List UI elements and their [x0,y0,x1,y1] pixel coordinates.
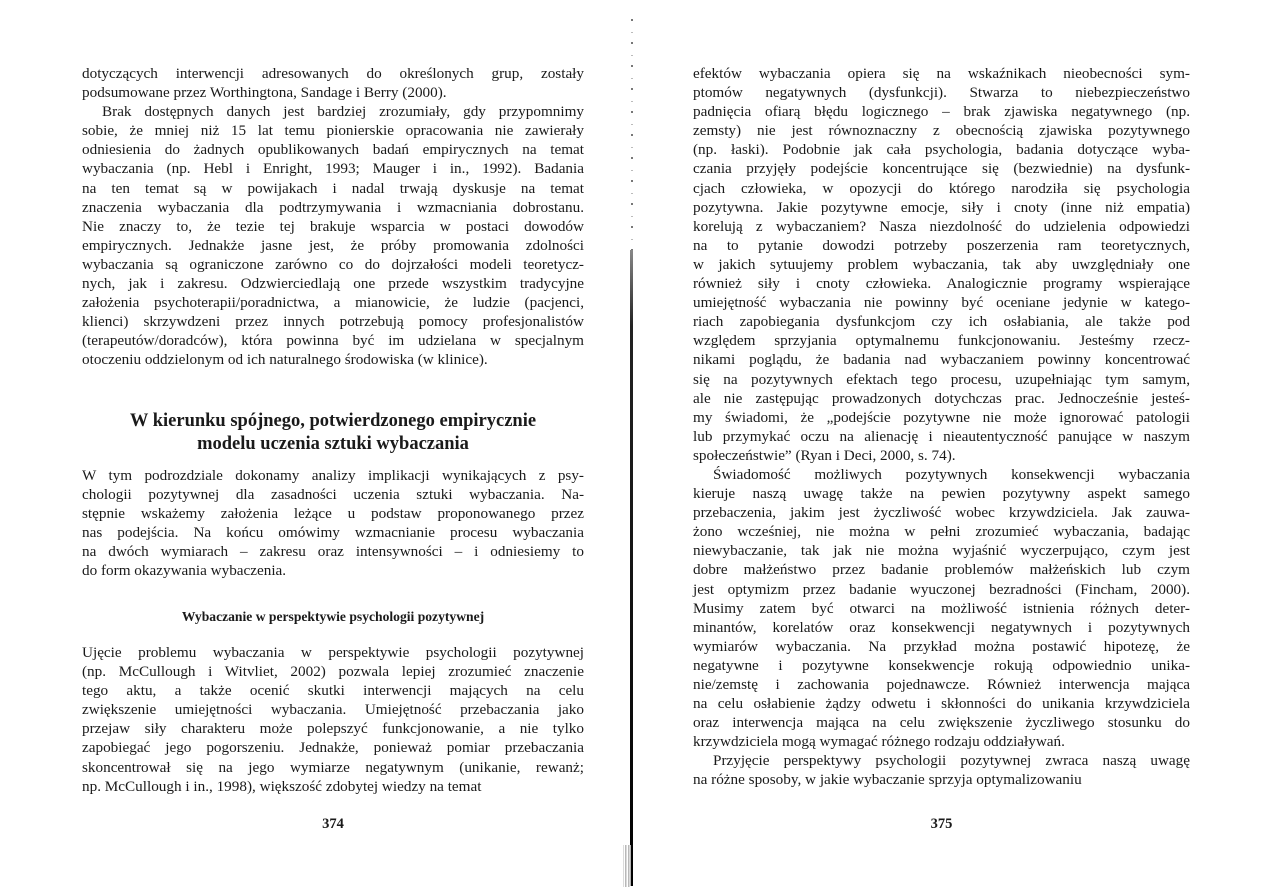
text-line: my świadomi, że „podejście pozytywne nie może ignorować patologii [693,408,1190,426]
text-line: podsumowane przez Worthingtona, Sandage i Berry (2000). [82,84,447,102]
text-line: wybaczania (np. Hebl i Enright, 1993; Mauger i in., 1992). Badania [82,160,584,178]
text-line: krzywdziciela mogą wymagać różnego rodzaju oddziaływań. [693,733,1065,751]
text-line: na celu osłabienie żądzy odwetu i skłonności do unikania krzywdziciela [693,695,1190,713]
page-number: 375 [930,816,953,832]
right-page [693,0,1190,894]
left-page [82,0,584,894]
text-line: względem sprzyjania optymalnemu funkcjonowaniu. Jesteśmy rzecz- [693,332,1190,350]
text-line: założenia psychoterapii/poradnictwa, a mianowicie, że ludzie (pacjenci, [82,294,584,312]
text-line: nych, jak i zakresu. Odzwierciedlają one przede wszystkim tradycyjne [82,275,584,293]
text-line: oraz interwencja mająca na celu zwiększenie życzliwego stosunku do [693,714,1190,732]
text-line: W tym podrozdziale dokonamy analizy implikacji wynikających z psy- [82,467,584,484]
left-top-text [82,64,584,370]
text-line: wymiarów wybaczania. Na przykład można postawić hipotezę, że [693,637,1190,655]
paragraph [82,64,584,102]
text-line: Brak dostępnych danych jest bardziej zrozumiały, gdy przypomnimy [102,103,584,121]
text-line: przebaczenia, jakim jest życzliwość wobec krzywdziciela. Jak zauwa- [693,504,1190,522]
text-line: umiejętność wybaczania nie powinny być oceniane jedynie w katego- [693,294,1190,312]
text-line: riach zapobiegania dysfunkcjom czy ich osłabiania, ale także pod [693,313,1190,331]
text-line: stępnie wskażemy założenia leżące u podstaw proponowanego przez [82,505,584,523]
text-line: negatywne i pozytywne konsekwencje rokują odpowiednio unika- [693,656,1190,674]
text-line: (np. McCullough i Witvliet, 2002) pozwala lepiej zrozumieć znaczenie [82,663,584,681]
text-line: zemsty) nie jest równoznaczny z obecnością zjawiska pozytywnego [693,122,1190,140]
text-line: nie/zemstę i zachowania pojednawcze. Również interwencja mająca [693,676,1190,693]
text-line: zapobiegać jego pogorszeniu. Jednakże, ponieważ pomiar przebaczania [82,739,584,757]
text-line: wybaczania są ograniczone zarówno co do dojrzałości modeli teoretycz- [82,255,584,273]
text-line: znaczenia wybaczania dla podtrzymywania i wzmacniania dobrostanu. [82,198,584,216]
text-line: np. McCullough i in., 1998), większość zdobytej wiedzy na temat [82,777,482,795]
text-line: jest optymizm przez badanie wyuczonej bezradności (Fincham, 2000). [693,580,1190,598]
text-line: na to pytanie dowodzi potrzeby poszerzenia ram teoretycznych, [693,236,1190,254]
text-line: Musimy zatem być otwarci na możliwość istnienia różnych deter- [693,599,1190,617]
text-line: na różne sposoby, w jakie wybaczanie sprzyja optymalizowaniu [693,771,1082,789]
gutter-scan-smudge [623,845,631,887]
text-line: Przyjęcie perspektywy psychologii pozytywnej zwraca naszą uwagę [713,752,1190,770]
text-line: również siły i cnoty człowieka. Analogicznie programy wspierające [693,275,1190,293]
text-line: cjach człowieka, w opozycji do którego narodziła się psychologia [693,179,1190,197]
text-line: kieruje naszą uwagę także na pewien pozytywny aspekt samego [693,485,1190,503]
text-line: Ujęcie problemu wybaczania w perspektywie psychologii pozytywnej [82,644,584,661]
text-line: skoncentrował się na jego wymiarze negatywnym (unikanie, rewanż; [82,758,584,776]
text-line: nas podejścia. Na końcu omówimy wzmacnianie procesu wybaczania [82,524,584,542]
gutter-specks [631,10,633,250]
text-line: ptomów negatywnych (dysfunkcji). Stwarza to niebezpieczeństwo [693,84,1190,102]
text-line: tego aktu, a także ocenić skutki interwencji mających na celu [82,682,584,700]
text-line: przejaw siły charakteru może polepszyć funkcjonowanie, a nie tylko [82,720,584,738]
text-line: pozytywna. Jakie pozytywne emocje, siły i cnoty (inne niż empatia) [693,198,1190,216]
text-line: dotyczących interwencji adresowanych do określonych grup, zostały [82,65,584,82]
text-line: efektów wybaczania opiera się na wskaźnikach nieobecności sym- [693,65,1190,82]
text-line: Świadomość możliwych pozytywnych konsekwencji wybaczania [713,465,1190,483]
section-heading-line1: W kierunku spójnego, potwierdzonego empirycznie [129,411,537,431]
text-line: empirycznych. Jednakże jasne jest, że próby promowania zdolności [82,236,584,254]
text-line: lub przymykać oczu na alienację i nieautentyczność panujące w naszym [693,427,1190,445]
text-line: sobie, że mniej niż 15 lat temu pionierskie opracowania nie zawierały [82,122,584,140]
text-line: korelują z wybaczaniem? Nasza niezdolność do udzielenia odpowiedzi [693,217,1190,235]
paragraph [693,751,1190,789]
section-heading-line2: modelu uczenia sztuki wybaczania [197,434,469,454]
section-heading [82,410,584,456]
text-line: społeczeństwie” (Ryan i Deci, 2000, s. 74). [693,446,956,464]
text-line: żono wcześniej, nie można w pełni zrozumieć wybaczania, badając [693,523,1190,541]
section-intro [82,466,584,581]
paragraph [693,64,1190,465]
paragraph [82,466,584,581]
text-line: w jakich sytuujemy problem wybaczania, tak aby uwzględniały one [693,255,1190,273]
text-line: odniesienia do żadnych opublikowanych badań empirycznych na temat [82,141,584,159]
paragraph [82,102,584,369]
text-line: klienci) skrzywdzeni przez innych potrzebują pomocy profesjonalistów [82,313,584,331]
subsection-heading: Wybaczanie w perspektywie psychologii pozytywnej [181,609,485,624]
paragraph [693,465,1190,751]
text-line: nikami poglądu, że badania nad wybaczaniem powinny koncentrować [693,351,1190,369]
book-gutter-line [630,250,633,886]
text-line: chologii pozytywnej dla zasadności uczenia sztuki wybaczania. Na- [82,486,584,504]
right-text [693,64,1190,790]
page-number: 374 [322,816,344,832]
text-line: padnięcia ofiarą błędu logicznego – brak zjawiska negatywnego (np. [693,103,1190,121]
text-line: czania przyjęły podejście koncentrujące się (bezwiednie) na dysfunk- [693,160,1190,178]
text-line: (terapeutów/doradców), która powinna być im udzielana w specjalnym [82,332,584,350]
text-line: do form okazywania wybaczenia. [82,562,287,580]
paragraph [82,643,584,796]
text-line: Nie znaczy to, że tezie tej brakuje wsparcia w postaci dowodów [82,217,584,235]
text-line: otoczeniu oddzielonym od ich naturalnego środowiska (w klinice). [82,351,488,369]
text-line: niewybaczanie, tak jak nie można wyjaśnić wyczerpująco, czym jest [693,542,1190,560]
text-line: (np. łaski). Podobnie jak cała psychologia, badania dotyczące wyba- [693,141,1190,159]
subsection-text [82,643,584,796]
text-line: zwiększenie umiejętności wybaczania. Umiejętność przebaczania jako [82,701,584,719]
text-line: ale nie zastępując prowadzonych dotychczas prac. Jednocześnie jesteś- [693,389,1190,407]
text-line: na dwóch wymiarach – zakresu oraz intensywności – i odniesiemy to [82,543,584,561]
text-line: się na pozytywnych efektach tego procesu, uzupełniając tym samym, [693,370,1190,388]
text-line: minantów, korelatów oraz konsekwencji negatywnych i pozytywnych [693,618,1190,636]
text-line: na ten temat są w powijakach i nadal trwają dyskusje na temat [82,179,584,197]
text-line: dobre małżeństwo przez badanie problemów małżeńskich lub czym [693,561,1190,579]
